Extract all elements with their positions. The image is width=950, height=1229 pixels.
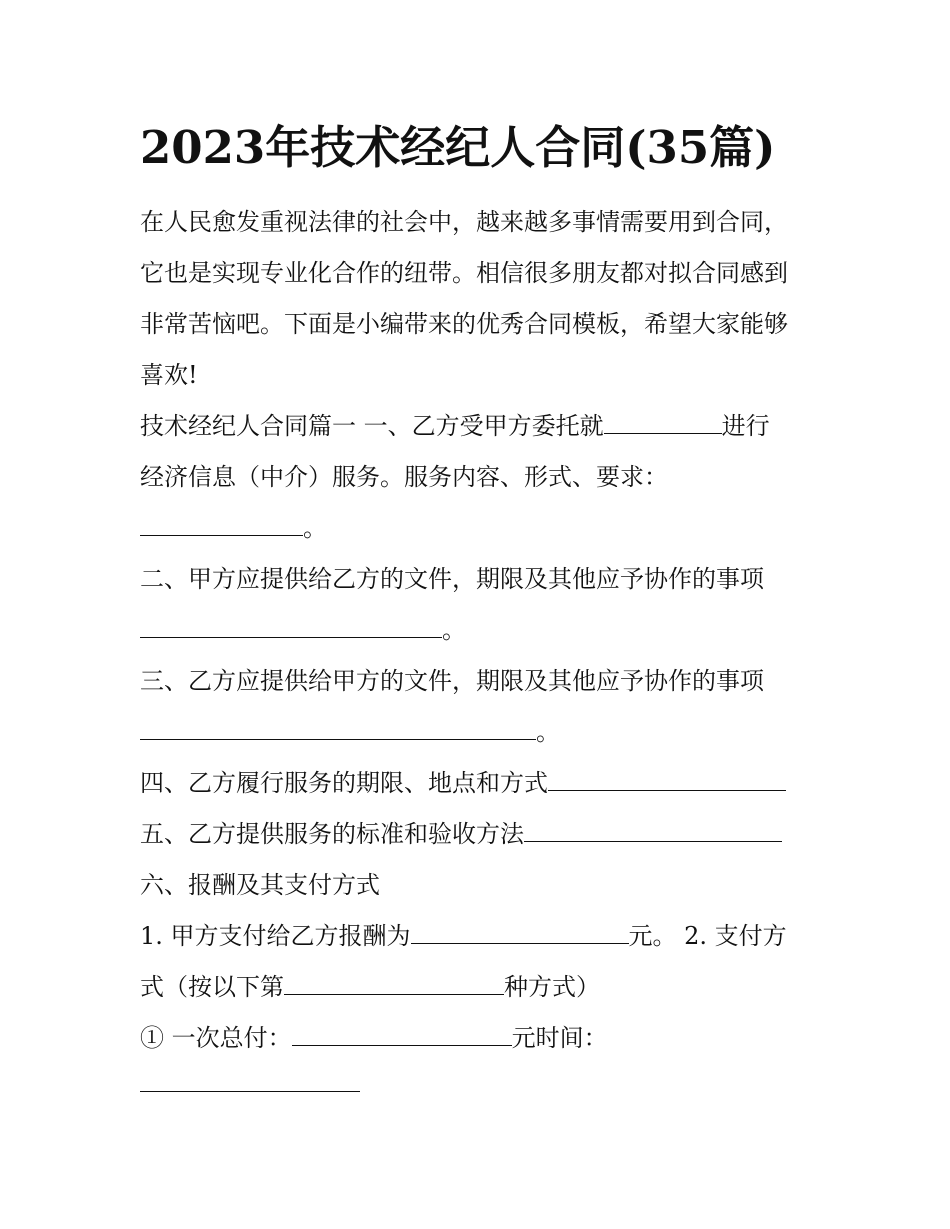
fill-blank: [140, 717, 536, 740]
fill-blank: [284, 972, 504, 995]
clause-6-option-1: [140, 1023, 608, 1053]
clause-1-text-a: 技术经纪人合同篇一 一、乙方受甲方委托就: [140, 412, 604, 440]
document-title: 2023年技术经纪人合同(35篇): [140, 121, 776, 174]
clause-1-text-b: 进行: [721, 412, 770, 440]
clause-6-option-1-text-a: ① 一次总付：: [140, 1024, 292, 1052]
clause-6-item-1-text-b: 元。 2. 支付方: [628, 922, 787, 950]
clause-6-option-1-text-b: 元时间：: [511, 1024, 608, 1052]
clause-2-line-2: [140, 615, 466, 645]
fill-blank: [140, 513, 303, 536]
fill-blank: [411, 921, 629, 944]
intro-line-1: 在人民愈发重视法律的社会中，越来越多事情需要用到合同，: [140, 208, 788, 236]
clause-6-heading: 六、报酬及其支付方式: [140, 871, 380, 899]
clause-6-item-2-text-b: 种方式）: [504, 973, 600, 1001]
fill-blank: [140, 1069, 360, 1092]
clause-4-text: 四、乙方履行服务的期限、地点和方式: [140, 769, 548, 797]
clause-3-line-1: 三、乙方应提供给甲方的文件，期限及其他应予协作的事项: [140, 667, 764, 695]
fill-blank: [292, 1023, 512, 1046]
intro-line-2: 它也是实现专业化合作的纽带。相信很多朋友都对拟合同感到: [140, 259, 788, 287]
clause-5-text: 五、乙方提供服务的标准和验收方法: [140, 820, 524, 848]
clause-6-item-1: [140, 921, 787, 951]
clause-1-line-1: [140, 411, 770, 441]
intro-line-3: 非常苦恼吧。下面是小编带来的优秀合同模板，希望大家能够: [140, 310, 788, 338]
clause-6-option-1-time-line: [140, 1069, 360, 1099]
fill-blank: [604, 411, 722, 434]
clause-4: [140, 768, 786, 798]
fill-blank: [524, 819, 782, 842]
clause-1-line-3: [140, 513, 327, 543]
clause-2-line-1: 二、甲方应提供给乙方的文件，期限及其他应予协作的事项: [140, 565, 764, 593]
clause-6-item-1-text-a: 1. 甲方支付给乙方报酬为: [140, 922, 411, 950]
clause-6-item-2-text-a: 式（按以下第: [140, 973, 284, 1001]
fill-blank: [140, 615, 442, 638]
clause-3-line-2: [140, 717, 560, 747]
clause-2-end: 。: [442, 616, 466, 644]
clause-1-line-2: 经济信息（中介）服务。服务内容、形式、要求：: [140, 463, 668, 491]
intro-line-4: 喜欢!: [140, 361, 198, 389]
clause-6-item-2: [140, 972, 600, 1002]
fill-blank: [548, 768, 786, 791]
clause-3-end: 。: [536, 718, 560, 746]
clause-1-end: 。: [303, 514, 327, 542]
clause-5: [140, 819, 782, 849]
